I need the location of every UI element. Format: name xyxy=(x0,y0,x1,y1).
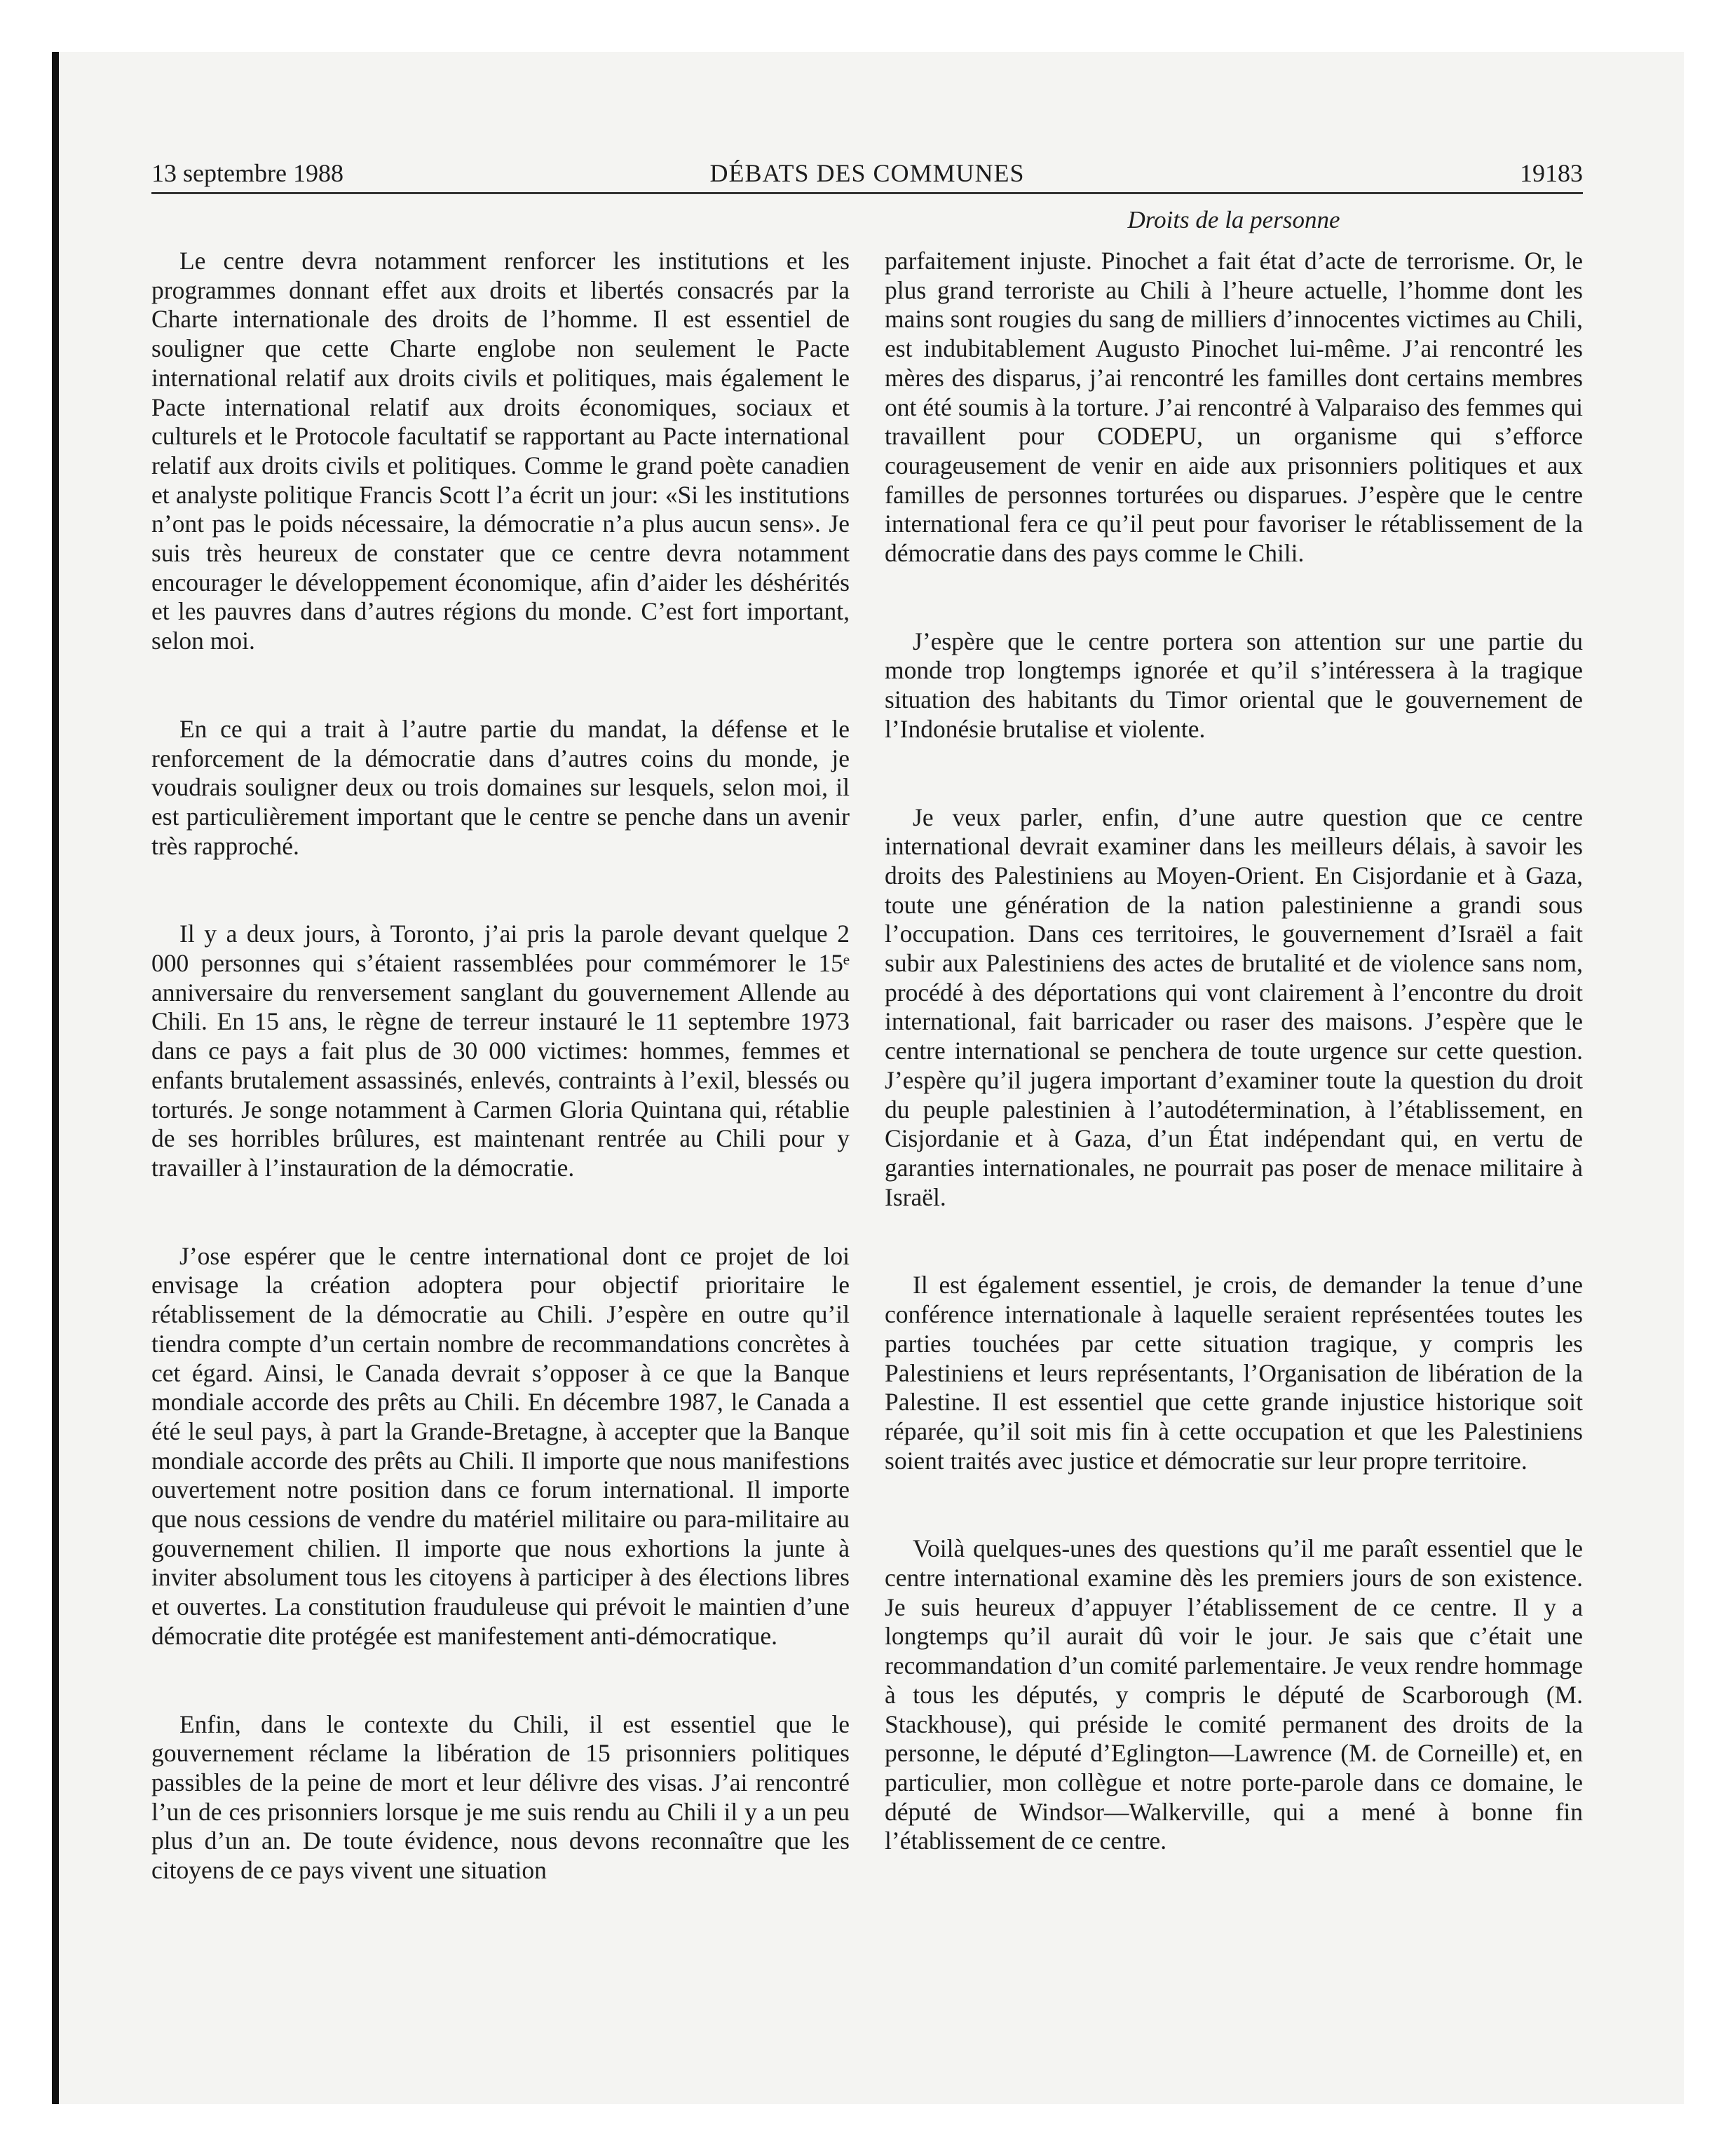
section-title: Droits de la personne xyxy=(1127,206,1340,233)
paragraph: Il est également essentiel, je crois, de demander la tenue d’une conférence internationale à laquelle seraient représentées toutes les parties touchées par cette situation tragique, y compris les Palestiniens et leurs représentants, l’Organisation de libération de la Palestine. Il est essentiel que cette grande injustice historique soit réparée, qu’il soit mis fin à cette occupation et que les Palestiniens soient traités avec justice et démocratie sur leur propre territoire. xyxy=(885,1271,1583,1475)
paragraph: J’espère que le centre portera son attention sur une partie du monde trop longtemps ignorée et qu’il s’intéressera à la tragique situation des habitants du Timor oriental que le gouvernement de l’Indonésie brutalise et violente. xyxy=(885,627,1583,743)
header-title: DÉBATS DES COMMUNES xyxy=(709,159,1025,187)
page-number: 19183 xyxy=(1520,159,1583,187)
paragraph: Voilà quelques-unes des questions qu’il me paraît essentiel que le centre international examine dès les premiers jours de son existence. Je suis heureux d’appuyer l’établissement de ce centre. Il y a longtemps qu’il aurait dû voir le jour. Je sais que c’était une recommandation d’un comité parlementaire. Je veux rendre hommage à tous les députés, y compris le député de Scarborough (M. Stackhouse), qui préside le comité permanent des droits de la personne, le député d’Eglington—Lawrence (M. de Corneille) et, en particulier, mon collègue et notre porte-parole dans ce domaine, le député de Windsor—Walkerville, qui a mené à bonne fin l’établissement de ce centre. xyxy=(885,1534,1583,1855)
paragraph: Le centre devra notamment renforcer les institutions et les programmes donnant effet aux droits et libertés consacrés par la Charte internationale des droits de l’homme. Il est essentiel de souligner que cette Charte englobe non seulement le Pacte international relatif aux droits civils et politiques, mais également le Pacte international relatif aux droits économiques, sociaux et culturels et le Protocole facultatif se rapportant au Pacte international relatif aux droits civils et politiques. Comme le grand poète canadien et analyste politique Francis Scott l’a écrit un jour: «Si les institutions n’ont pas le poids nécessaire, la démocratie n’a plus aucun sens». Je suis très heureux de constater que ce centre devra notamment encourager le développement économique, afin d’aider les déshérités et les pauvres dans d’autres régions du monde. C’est fort important, selon moi. xyxy=(151,247,850,655)
paragraph-continued: parfaitement injuste. Pinochet a fait état d’acte de terrorisme. Or, le plus grand terroriste au Chili à l’heure actuelle, l’homme dont les mains sont rougies du sang de milliers d’innocentes victimes au Chili, est indubitablement Augusto Pinochet lui-même. J’ai rencontré les mères des disparus, j’ai rencontré les familles dont certains membres ont été soumis à la torture. J’ai rencontré à Valparaiso des femmes qui travaillent pour CODEPU, un organisme qui s’efforce courageusement de venir en aide aux prisonniers politiques et aux familles de personnes torturées ou disparues. J’espère que le centre international fera ce qu’il peut pour favoriser le rétablissement de la démocratie dans des pays comme le Chili. xyxy=(885,247,1583,568)
paragraph: En ce qui a trait à l’autre partie du mandat, la défense et le renforcement de la démocratie dans d’autres coins du monde, je voudrais souligner deux ou trois domaines sur lesquels, selon moi, il est particulièrement important que le centre se penche dans un avenir très rapproché. xyxy=(151,714,850,860)
paragraph: J’ose espérer que le centre international dont ce projet de loi envisage la création adoptera pour objectif prioritaire le rétablissement de la démocratie au Chili. J’espère en outre qu’il tiendra compte d’un certain nombre de recommandations concrètes à cet égard. Ainsi, le Canada devrait s’opposer à ce que la Banque mondiale accorde des prêts au Chili. En décembre 1987, le Canada a été le seul pays, à part la Grande-Bretagne, à accepter que la Banque mondiale accorde des prêts au Chili. Il importe que nous manifestions ouvertement notre position dans ce forum international. Il importe que nous cessions de vendre du matériel militaire ou para-militaire au gouvernement chilien. Il importe que nous exhortions la junte à inviter absolument tous les citoyens à participer à des élections libres et ouvertes. La constitution frauduleuse qui prévoit le maintien d’une démocratie dite protégée est manifestement anti-démocratique. xyxy=(151,1241,850,1650)
paragraph: Il y a deux jours, à Toronto, j’ai pris la parole devant quelque 2 000 personnes qui s’étaient rassemblées pour commémorer le 15ᵉ anniversaire du renversement sanglant du gouvernement Allende au Chili. En 15 ans, le règne de terreur instauré le 11 septembre 1973 dans ce pays a fait plus de 30 000 victimes: hommes, femmes et enfants brutalement assassinés, enlevés, contraints à l’exil, blessés ou torturés. Je songe notamment à Carmen Gloria Quintana qui, rétablie de ses horribles brûlures, est maintenant rentrée au Chili pour y travailler à l’instauration de la démocratie. xyxy=(151,920,850,1182)
scan-border xyxy=(52,52,59,2104)
header-date: 13 septembre 1988 xyxy=(151,159,343,187)
running-header xyxy=(151,156,1583,194)
paragraph: Je veux parler, enfin, d’une autre question que ce centre international devrait examiner dans les meilleurs délais, à savoir les droits des Palestiniens au Moyen-Orient. En Cisjordanie et à Gaza, toute une génération de la nation palestinienne a grandi sous l’occupation. Dans ces territoires, le gouvernement d’Israël a fait subir aux Palestiniens des actes de brutalité et de violence sans nom, procédé à des déportations qui vont clairement à l’encontre du droit international, fait barricader ou raser des maisons. J’espère que le centre international se penchera de toute urgence sur cette question. J’espère qu’il jugera important d’examiner toute la question du droit du peuple palestinien à l’autodétermination, à l’établissement, en Cisjordanie et à Gaza, d’un État indépendant qui, en vertu de garanties internationales, ne pourrait pas poser de menace militaire à Israël. xyxy=(885,803,1583,1211)
right-column xyxy=(885,247,1583,1915)
left-column xyxy=(151,247,850,1944)
paragraph: Enfin, dans le contexte du Chili, il est essentiel que le gouvernement réclame la libération de 15 prisonniers politiques passibles de la peine de mort et leur délivre des visas. J’ai rencontré l’un de ces prisonniers lorsque je me suis rendu au Chili il y a un peu plus d’un an. De toute évidence, nous devons reconnaître que les citoyens de ce pays vivent une situation xyxy=(151,1710,850,1885)
